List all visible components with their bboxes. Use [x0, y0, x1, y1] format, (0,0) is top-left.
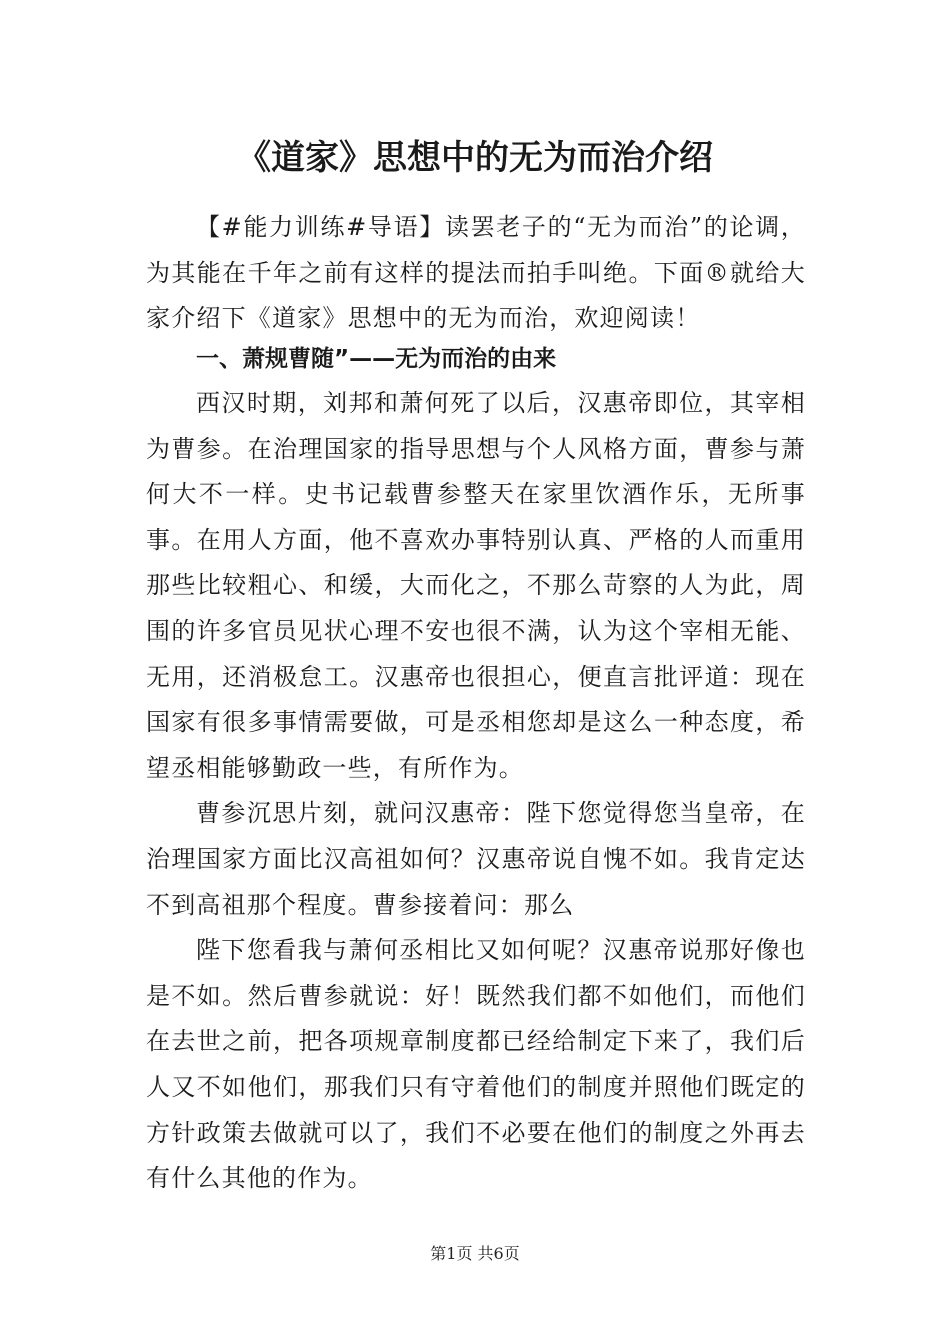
body-paragraph: 陛下您看我与萧何丞相比又如何呢？汉惠帝说那好像也是不如。然后曹参就说：好！既然我们都不如他们，而他们在去世之前，把各项规章制度都已经给制定下来了，我们后人又不如他们，那我们只有守着他们的制度并照他们既定的方针政策去做就可以了，我们不必要在他们的制度之外再去有什么其他的作为。 [146, 936, 806, 1193]
body-paragraph: 西汉时期，刘邦和萧何死了以后，汉惠帝即位，其宰相为曹参。在治理国家的指导思想与个人风格方面，曹参与萧何大不一样。史书记载曹参整天在家里饮酒作乐，无所事事。在用人方面，他不喜欢办事特别认真、严格的人而重用那些比较粗心、和缓，大而化之，不那么苛察的人为此，周围的许多官员见状心理不安也很不满，认为这个宰相无能、无用，还消极怠工。汉惠帝也很担心，便直言批评道：现在国家有很多事情需要做，可是丞相您却是这么一种态度，希望丞相能够勤政一些，有所作为。 [146, 389, 806, 782]
page-footer: 第1页 共6页 [430, 1244, 520, 1263]
intro-block [146, 205, 806, 342]
body-block [146, 381, 806, 1202]
section-heading: 一、萧规曹随”——无为而治的由来 [196, 346, 557, 372]
intro-paragraph: 【#能力训练#导语】读罢老子的“无为而治”的论调，为其能在千年之前有这样的提法而拍手叫绝。下面®就给大家介绍下《道家》思想中的无为而治，欢迎阅读！ [146, 213, 806, 333]
body-paragraph: 曹参沉思片刻，就问汉惠帝：陛下您觉得您当皇帝，在治理国家方面比汉高祖如何？汉惠帝说自愧不如。我肯定达不到高祖那个程度。曹参接着问：那么 [146, 799, 806, 919]
document-title: 《道家》思想中的无为而治介绍 [237, 138, 713, 178]
